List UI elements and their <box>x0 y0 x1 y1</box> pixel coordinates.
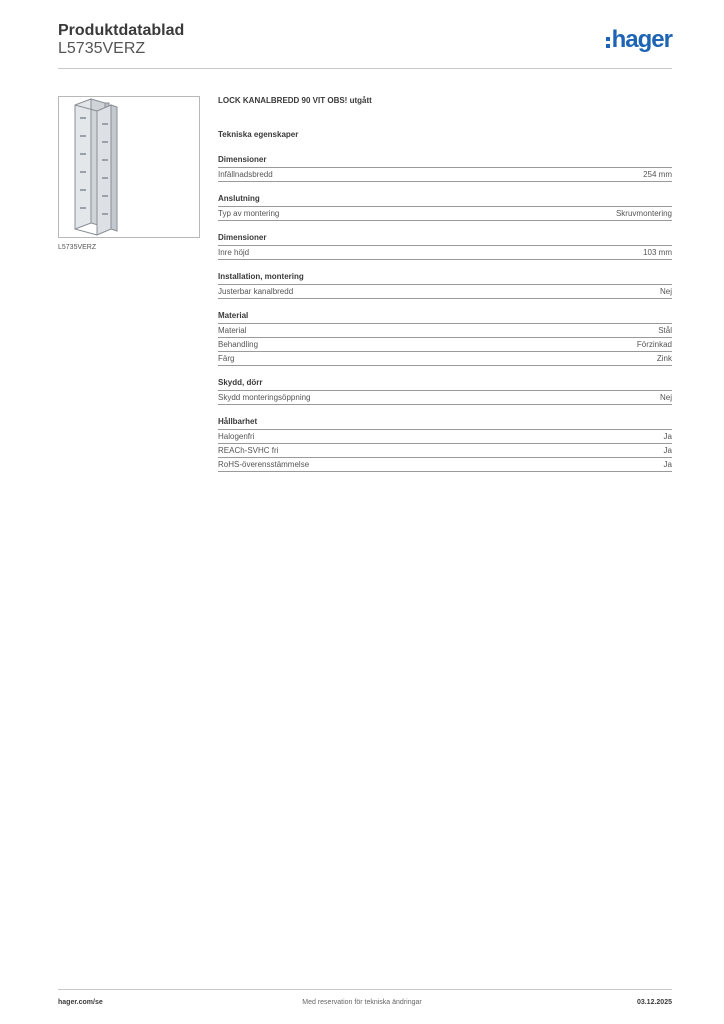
spec-row <box>218 444 672 458</box>
document-type-title: Produktdatablad <box>58 22 185 39</box>
product-code-title: L5735VERZ <box>58 40 146 57</box>
spec-group-title: Anslutning <box>218 194 672 207</box>
spec-row <box>218 285 672 299</box>
spec-value: Förzinkad <box>636 340 672 349</box>
spec-group-title: Dimensioner <box>218 155 672 168</box>
header-divider <box>58 68 672 69</box>
spec-group <box>218 194 672 221</box>
spec-label: Typ av montering <box>218 209 280 218</box>
spec-group <box>218 417 672 472</box>
product-image <box>58 96 200 238</box>
spec-label: Infällnadsbredd <box>218 170 273 179</box>
footer-divider <box>58 989 672 990</box>
hager-logo <box>606 26 672 54</box>
spec-group <box>218 233 672 260</box>
spec-value: Zink <box>656 354 672 363</box>
footer-website-link[interactable]: hager.com/se <box>58 999 103 1006</box>
logo-text: hager <box>611 26 672 53</box>
spec-row <box>218 458 672 472</box>
spec-label: Behandling <box>218 340 259 349</box>
spec-row <box>218 430 672 444</box>
spec-group <box>218 378 672 405</box>
spec-group-title: Dimensioner <box>218 233 672 246</box>
page-header <box>58 22 184 58</box>
spec-row <box>218 207 672 221</box>
logo-dots-icon <box>606 37 610 48</box>
spec-label: Justerbar kanalbredd <box>218 287 294 296</box>
product-name: LOCK KANALBREDD 90 VIT OBS! utgått <box>218 96 372 105</box>
spec-row <box>218 391 672 405</box>
spec-group <box>218 311 672 366</box>
spec-value: Skruvmontering <box>615 209 672 218</box>
spec-value: 254 mm <box>643 170 672 179</box>
spec-group-title: Installation, montering <box>218 272 672 285</box>
spec-group-title: Material <box>218 311 672 324</box>
spec-row <box>218 168 672 182</box>
spec-group <box>218 155 672 182</box>
spec-value: Ja <box>663 460 672 469</box>
spec-row <box>218 246 672 260</box>
spec-value: Nej <box>659 287 672 296</box>
spec-group <box>218 272 672 299</box>
spec-value: 103 mm <box>643 248 672 257</box>
spec-row <box>218 324 672 338</box>
spec-group-title: Skydd, dörr <box>218 378 672 391</box>
footer-disclaimer: Med reservation för tekniska ändringar <box>302 999 422 1006</box>
footer-date: 03.12.2025 <box>636 999 672 1006</box>
spec-value: Nej <box>659 393 672 402</box>
spec-label: Inre höjd <box>218 248 250 257</box>
spec-label: Skydd monteringsöppning <box>218 393 311 402</box>
spec-group-title: Hållbarhet <box>218 417 672 430</box>
spec-label: RoHS-överensstämmelse <box>218 460 310 469</box>
product-image-caption: L5735VERZ <box>58 244 97 251</box>
specifications-section <box>218 96 672 484</box>
spec-value: Ja <box>663 446 672 455</box>
spec-value: Stål <box>658 326 672 335</box>
spec-label: Material <box>218 326 247 335</box>
spec-row <box>218 338 672 352</box>
spec-label: REACh-SVHC fri <box>218 446 279 455</box>
spec-row <box>218 352 672 366</box>
specs-title: Tekniska egenskaper <box>218 130 299 139</box>
spec-label: Halogenfri <box>218 432 255 441</box>
product-frame-illustration <box>59 97 199 237</box>
spec-value: Ja <box>663 432 672 441</box>
spec-label: Färg <box>218 354 235 363</box>
